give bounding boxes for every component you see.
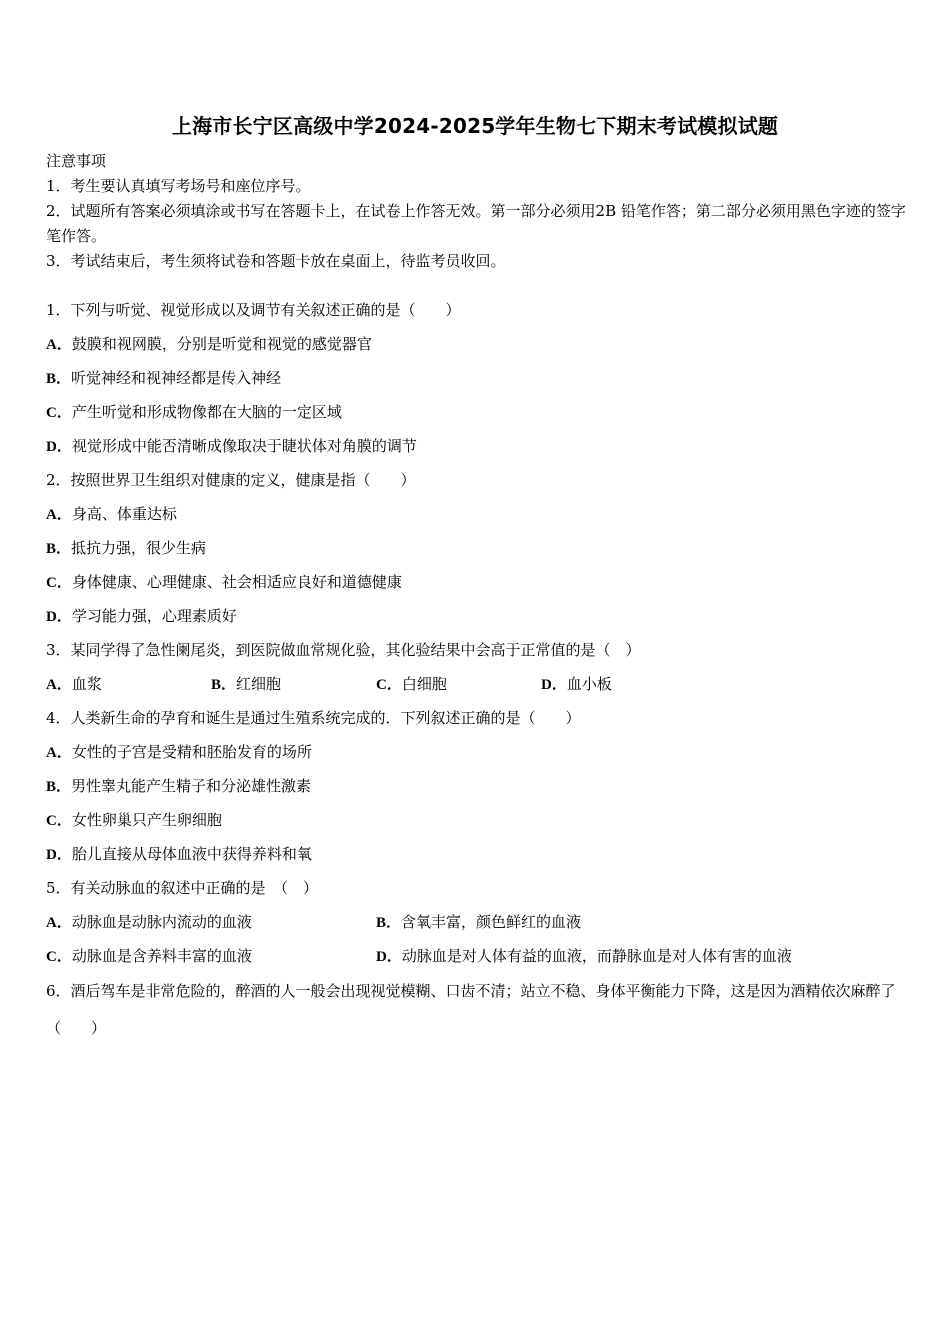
question-3-option-d: D．血小板 — [541, 675, 612, 693]
question-4-option-d: D．胎儿直接从母体血液中获得养料和氧 — [46, 845, 312, 863]
question-2-option-a: A．身高、体重达标 — [46, 505, 177, 523]
question-5-option-d: D．动脉血是对人体有益的血液，而静脉血是对人体有害的血液 — [376, 947, 792, 965]
question-2-option-b: B．抵抗力强，很少生病 — [46, 539, 207, 557]
question-4-option-b: B．男性睾丸能产生精子和分泌雄性激素 — [46, 777, 312, 795]
question-1-option-c: C．产生听觉和形成物像都在大脑的一定区域 — [46, 403, 342, 421]
question-5-option-c: C．动脉血是含养料丰富的血液 — [46, 947, 252, 965]
notice-item: 3．考试结束后，考生须将试卷和答题卡放在桌面上，待监考员收回。 — [46, 252, 506, 270]
question-2-option-d: D．学习能力强，心理素质好 — [46, 607, 237, 625]
question-4-stem: 4．人类新生命的孕育和诞生是通过生殖系统完成的．下列叙述正确的是（ ） — [46, 709, 581, 727]
question-1-stem: 1．下列与听觉、视觉形成以及调节有关叙述正确的是（ ） — [46, 301, 461, 319]
question-2-stem: 2．按照世界卫生组织对健康的定义，健康是指（ ） — [46, 471, 416, 489]
question-2-option-c: C．身体健康、心理健康、社会相适应良好和道德健康 — [46, 573, 402, 591]
question-3-option-c: C．白细胞 — [376, 675, 447, 693]
question-5-stem: 5．有关动脉血的叙述中正确的是 （ ） — [46, 879, 319, 897]
question-4-option-c: C．女性卵巢只产生卵细胞 — [46, 811, 222, 829]
page-title: 上海市长宁区高级中学2024-2025学年生物七下期末考试模拟试题 — [171, 114, 779, 138]
question-1-option-d: D．视觉形成中能否清晰成像取决于睫状体对角膜的调节 — [46, 437, 417, 455]
question-3-option-b: B．红细胞 — [211, 675, 282, 693]
notice-heading: 注意事项 — [46, 152, 107, 170]
question-3-option-a: A．血浆 — [46, 675, 102, 693]
notice-item: 2．试题所有答案必须填涂或书写在答题卡上，在试卷上作答无效。第一部分必须用2B 铅笔作答；第二部分必须用黑色字迹的签字笔作答。 — [46, 202, 906, 245]
notice-item: 1．考生要认真填写考场号和座位序号。 — [46, 177, 311, 195]
question-4-option-a: A．女性的子宫是受精和胚胎发育的场所 — [46, 743, 312, 761]
question-1-option-b: B．听觉神经和视神经都是传入神经 — [46, 369, 282, 387]
question-3-stem: 3．某同学得了急性阑尾炎，到医院做血常规化验，其化验结果中会高于正常值的是（ ） — [46, 641, 641, 659]
question-1-option-a: A．鼓膜和视网膜，分别是听觉和视觉的感觉器官 — [46, 335, 372, 353]
question-5-option-a: A．动脉血是动脉内流动的血液 — [46, 913, 252, 931]
question-6-stem: 6．酒后驾车是非常危险的，醉酒的人一般会出现视觉模糊、口齿不清；站立不稳、身体平衡能力下降，这是因为酒精依次麻醉了（ ） — [46, 982, 896, 1037]
question-5-option-b: B．含氧丰富，颜色鲜红的血液 — [376, 913, 582, 931]
